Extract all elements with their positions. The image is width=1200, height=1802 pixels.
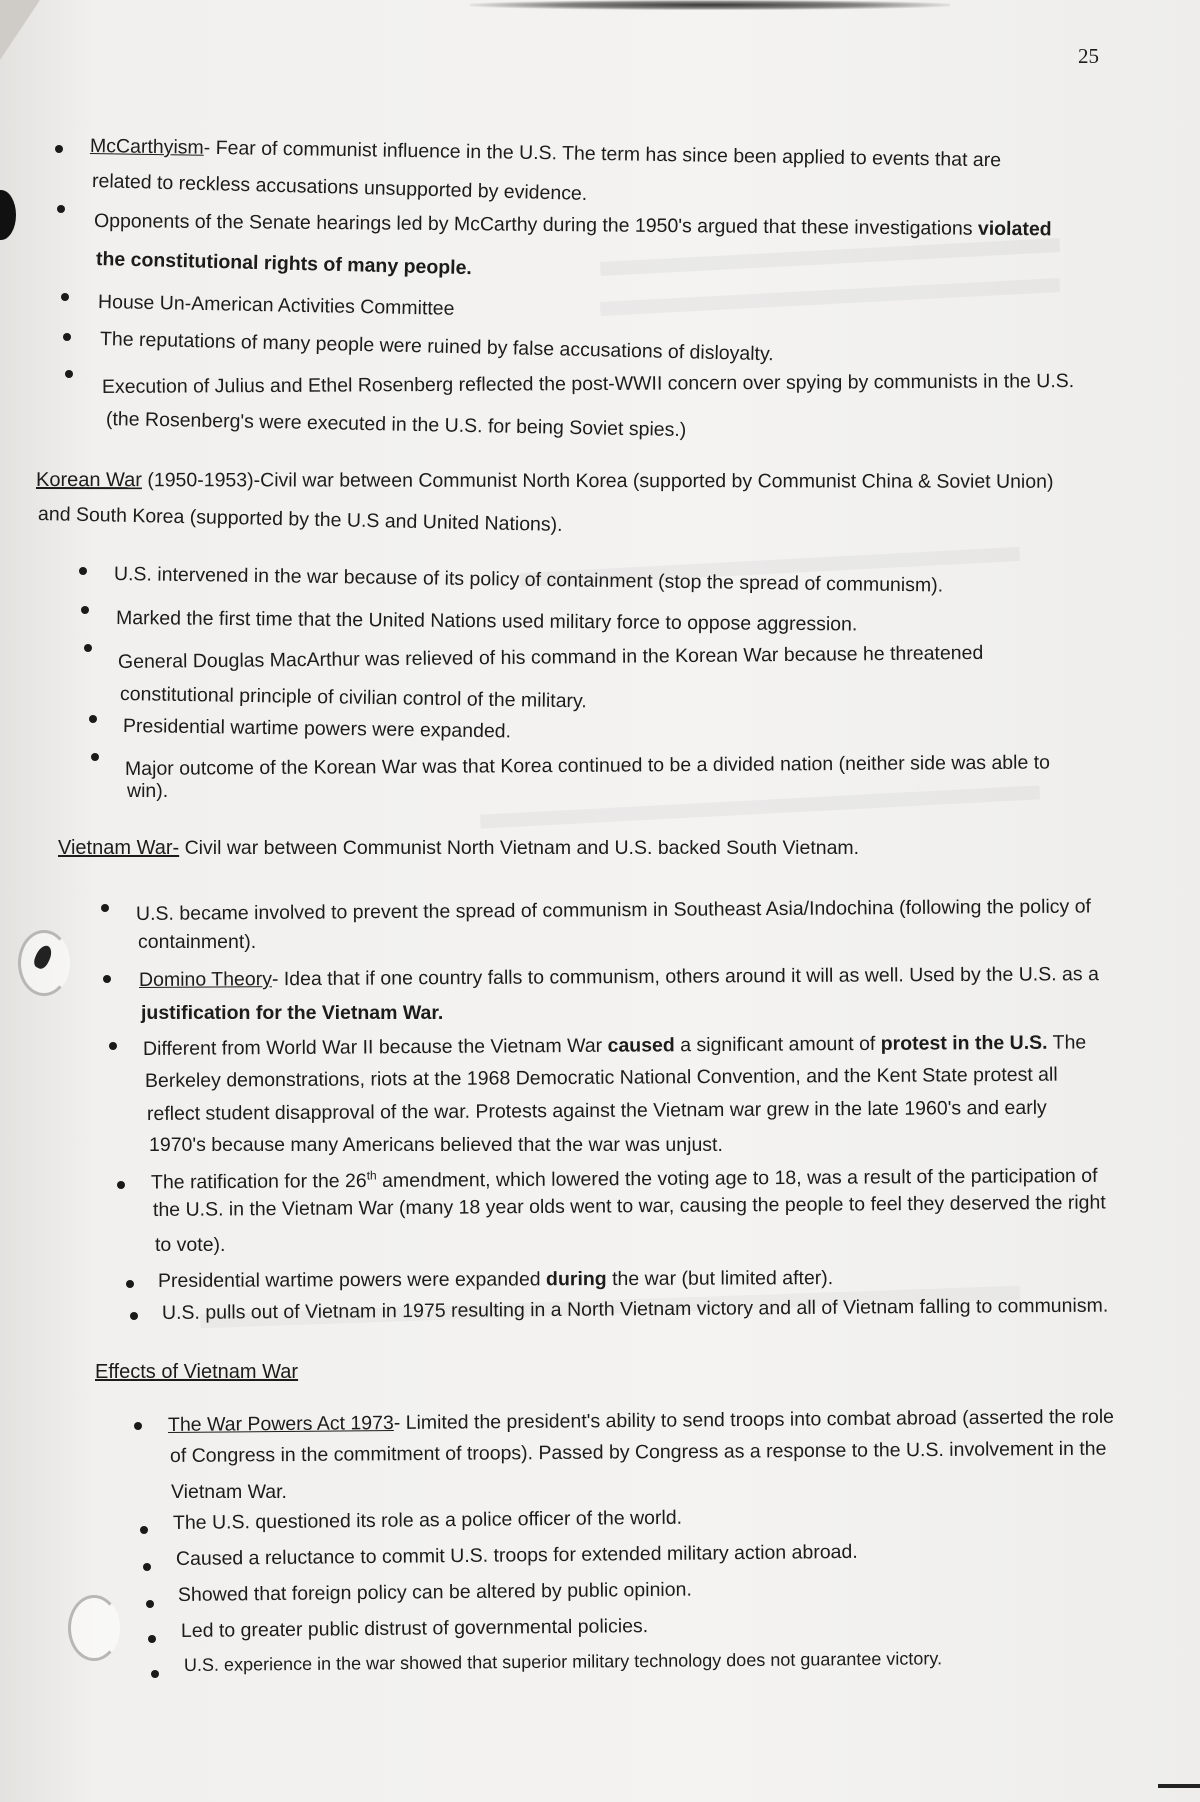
item-text: containment). bbox=[138, 931, 257, 953]
item-text: General Douglas MacArthur was relieved of his command in the Korean War because he threatened bbox=[117, 641, 984, 673]
bullet bbox=[117, 1181, 125, 1189]
item-text: Different from World War II because the Vietnam War bbox=[142, 1034, 608, 1060]
heading-effects-vietnam-war: Effects of Vietnam War bbox=[95, 1361, 299, 1383]
punch-hole-icon bbox=[68, 1595, 120, 1661]
item-text: reflect student disapproval of the war. Protests against the Vietnam war grew in the late 1960's and early bbox=[146, 1096, 1047, 1125]
bullet bbox=[61, 293, 69, 301]
bullet bbox=[79, 567, 87, 575]
item-text: 1970's because many Americans believed that the war was unjust. bbox=[149, 1134, 723, 1156]
binder-ring-mark bbox=[0, 190, 16, 240]
item-text: a significant amount of bbox=[674, 1032, 881, 1057]
binding-shadow bbox=[470, 0, 950, 10]
item-text: The ratification for the 26 bbox=[150, 1169, 367, 1194]
item-text: the U.S. in the Vietnam War (many 18 year olds went to war, causing the people to feel they deserved the right bbox=[152, 1191, 1106, 1221]
list-item bbox=[151, 1164, 1098, 1193]
item-text: Major outcome of the Korean War was that Korea continued to be a divided nation (neither side was able to bbox=[124, 751, 1051, 780]
item-text: Caused a reluctance to commit U.S. troops for extended military action abroad. bbox=[175, 1540, 858, 1570]
bold-text: the constitutional rights of many people. bbox=[95, 248, 473, 280]
bullet bbox=[81, 606, 89, 614]
bullet bbox=[126, 1280, 134, 1288]
bold-text: caused bbox=[607, 1034, 675, 1057]
bullet bbox=[84, 644, 92, 652]
bullet bbox=[89, 715, 97, 723]
term-war-powers-act: The War Powers Act 1973 bbox=[167, 1412, 394, 1436]
bullet bbox=[63, 333, 71, 341]
item-text: of Congress in the commitment of troops). Passed by Congress as a response to the U.S. involvement in the bbox=[169, 1437, 1107, 1467]
item-text: The reputations of many people were ruined by false accusations of disloyalty. bbox=[99, 328, 774, 366]
bullet bbox=[140, 1526, 148, 1534]
section-intro-vietnam bbox=[58, 838, 859, 859]
item-text: (1950-1953)-Civil war between Communist North Korea (supported by Communist China & Soviet Union) bbox=[141, 469, 1054, 493]
item-text: The bbox=[1047, 1031, 1087, 1054]
item-text: Vietnam War. bbox=[171, 1481, 287, 1503]
item-text: Execution of Julius and Ethel Rosenberg reflected the post-WWII concern over spying by communists in the U.S. bbox=[101, 370, 1075, 398]
item-text: Opponents of the Senate hearings led by McCarthy during the 1950's argued that these investigations bbox=[93, 210, 979, 240]
item-text: The U.S. questioned its role as a police officer of the world. bbox=[172, 1506, 683, 1534]
list-item bbox=[143, 1033, 1086, 1059]
item-text: amendment, which lowered the voting age to 18, was a result of the participation of bbox=[376, 1164, 1098, 1192]
item-text: Led to greater public distrust of governmental policies. bbox=[180, 1615, 649, 1642]
bullet bbox=[148, 1635, 156, 1643]
item-text: - Idea that if one country falls to communism, others around it will as well. Used by the U.S. as a bbox=[271, 963, 1099, 991]
bullet bbox=[130, 1312, 138, 1320]
bullet bbox=[101, 904, 109, 912]
item-text: U.S. became involved to prevent the spread of communism in Southeast Asia/Indochina (following the policy of bbox=[135, 895, 1092, 925]
term-domino-theory: Domino Theory bbox=[138, 968, 273, 991]
item-text: Showed that foreign policy can be altered by public opinion. bbox=[177, 1578, 692, 1606]
heading-vietnam-war: Vietnam War- bbox=[58, 837, 180, 859]
item-text: related to reckless accusations unsupported by evidence. bbox=[91, 170, 588, 205]
item-text: constitutional principle of civilian control of the military. bbox=[119, 683, 587, 713]
list-item bbox=[90, 137, 1001, 171]
list-item bbox=[167, 1405, 1115, 1436]
item-text: U.S. intervened in the war because of its policy of containment (stop the spread of communism). bbox=[113, 563, 944, 597]
bold-text: justification for the Vietnam War. bbox=[141, 1002, 444, 1024]
item-text: and South Korea (supported by the U.S and United Nations). bbox=[37, 503, 563, 536]
heading-korean-war: Korean War bbox=[35, 469, 142, 492]
bullet bbox=[91, 753, 99, 761]
term-mccarthyism: McCarthyism bbox=[89, 135, 204, 159]
bullet bbox=[57, 205, 65, 213]
item-text: Berkeley demonstrations, riots at the 1968 Democratic National Convention, and the Kent State protest all bbox=[144, 1063, 1058, 1092]
item-text: Presidential wartime powers were expanded. bbox=[122, 715, 512, 743]
page-number: 25 bbox=[1078, 44, 1099, 68]
item-text: (the Rosenberg's were executed in the U.S. for being Soviet spies.) bbox=[105, 408, 687, 442]
list-item bbox=[94, 212, 1052, 240]
item-text: U.S. pulls out of Vietnam in 1975 resulting in a North Vietnam victory and all of Vietnam falling to communism. bbox=[161, 1294, 1109, 1324]
bullet bbox=[146, 1600, 154, 1608]
list-item bbox=[158, 1269, 833, 1291]
edge-mark bbox=[1158, 1784, 1200, 1788]
list-item bbox=[139, 965, 1099, 990]
item-text: Marked the first time that the United Nations used military force to oppose aggression. bbox=[115, 607, 858, 636]
item-text: - Fear of communist influence in the U.S. The term has since been applied to events that are bbox=[203, 136, 1002, 172]
item-text: to vote). bbox=[155, 1234, 226, 1256]
item-text: U.S. experience in the war showed that superior military technology does not guarantee victory. bbox=[183, 1648, 943, 1675]
bullet bbox=[55, 145, 63, 153]
item-text: the war (but limited after). bbox=[606, 1267, 834, 1291]
bullet bbox=[65, 370, 73, 378]
bullet bbox=[143, 1563, 151, 1571]
item-text: House Un-American Activities Committee bbox=[97, 291, 455, 320]
item-text: win). bbox=[127, 780, 169, 802]
bullet bbox=[134, 1422, 142, 1430]
item-text: - Limited the president's ability to send troops into combat abroad (asserted the role bbox=[393, 1405, 1115, 1435]
page-corner bbox=[0, 0, 40, 60]
bold-text: during bbox=[545, 1268, 607, 1291]
section-intro-korea bbox=[36, 470, 1053, 492]
bold-text: violated bbox=[977, 217, 1052, 241]
bullet bbox=[151, 1670, 159, 1678]
bold-text: protest in the U.S. bbox=[880, 1031, 1048, 1055]
superscript: th bbox=[366, 1168, 377, 1183]
bullet bbox=[109, 1042, 117, 1050]
item-text: Civil war between Communist North Vietnam and U.S. backed South Vietnam. bbox=[179, 837, 860, 859]
item-text: Presidential wartime powers were expanded bbox=[157, 1268, 547, 1292]
bullet bbox=[103, 975, 111, 983]
